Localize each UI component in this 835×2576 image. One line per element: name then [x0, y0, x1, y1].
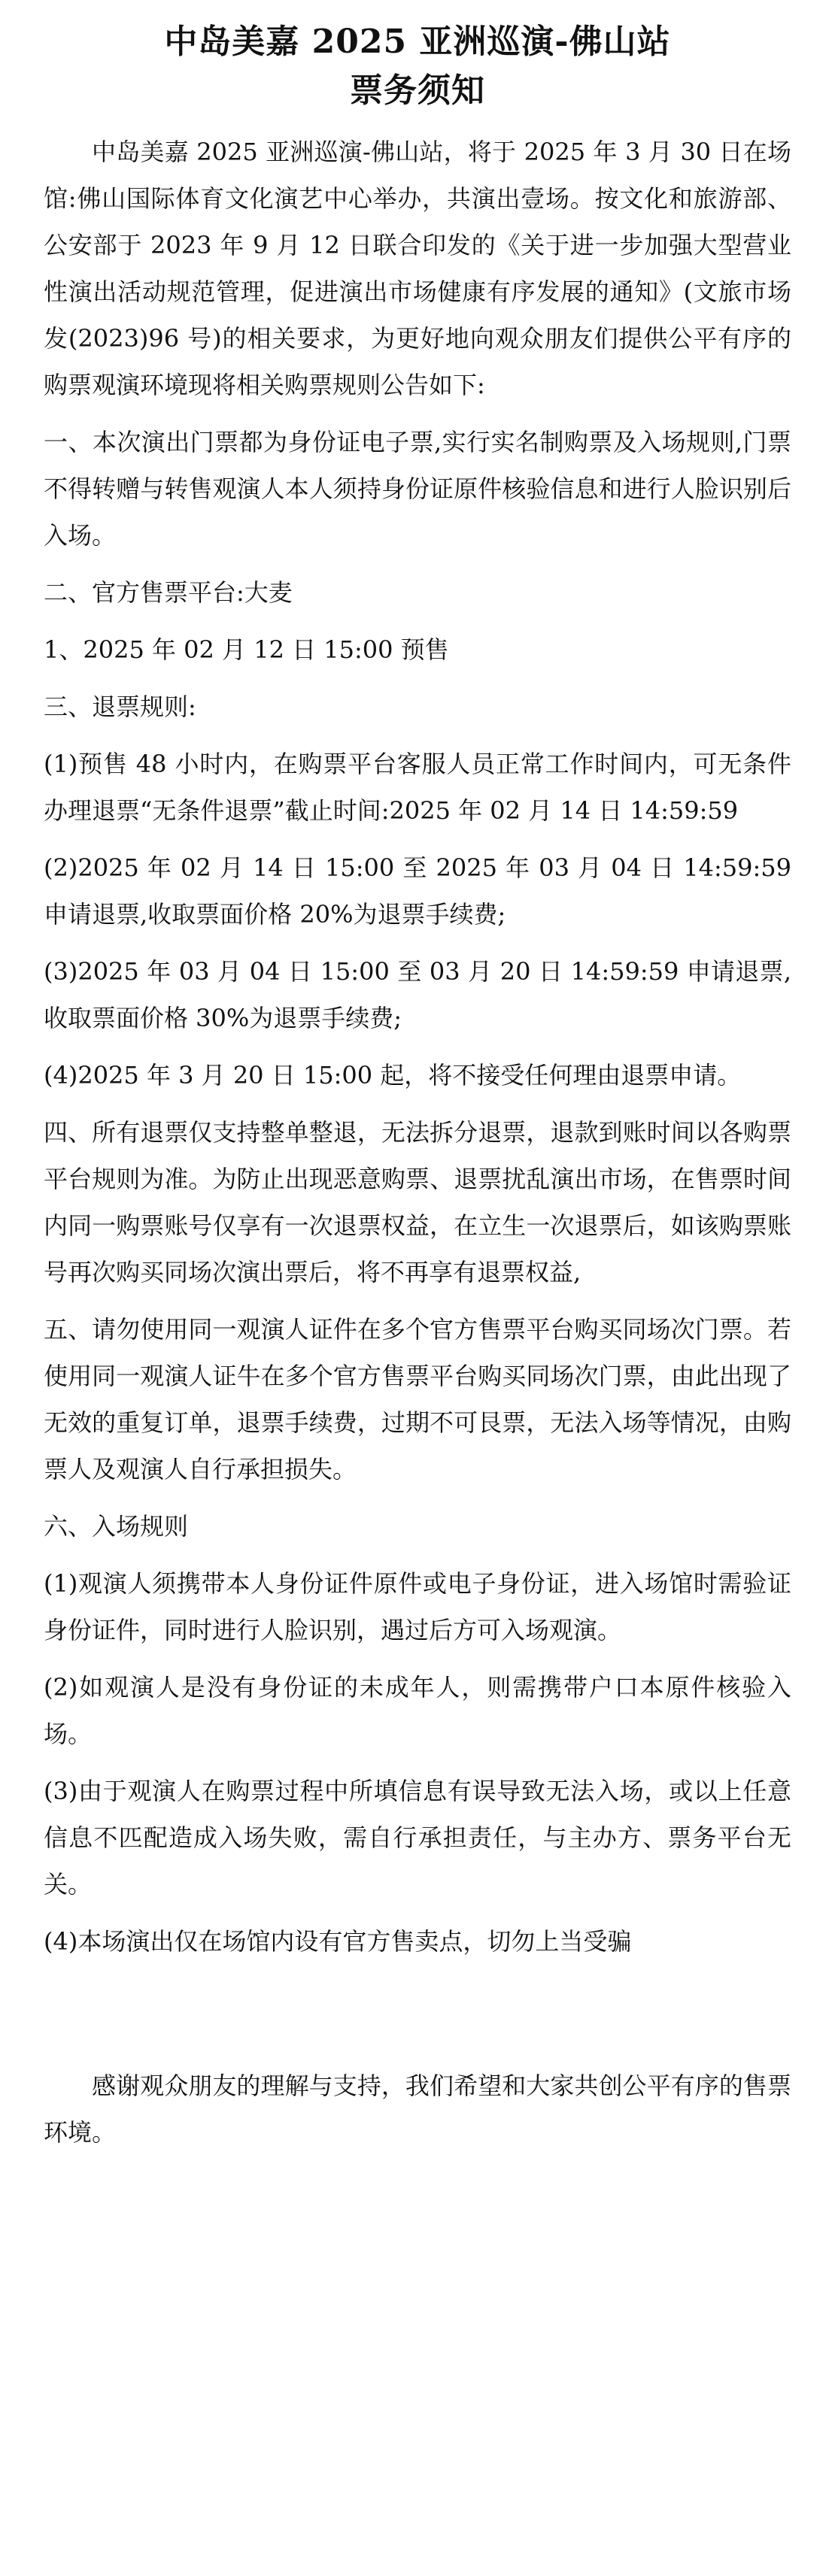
entry-rule-4: (4)本场演出仅在场馆内设有官方售卖点，切勿上当受骗 [44, 1926, 632, 1956]
closing-paragraph: 感谢观众朋友的理解与支持，我们希望和大家共创公平有序的售票环境。 [44, 2071, 791, 2147]
refund-rule-1: (1)预售 48 小时内，在购票平台客服人员正常工作时间内，可无条件办理退票“无条件退票”截止时间:2025 年 02 月 14 日 14:59:59 [44, 749, 791, 825]
section-1-real-name-tickets: 一、本次演出门票都为身份证电子票,实行实名制购票及入场规则,门票不得转赠与转售观演人本人须持身份证原件核验信息和进行人脸识别后入场。 [44, 427, 791, 550]
refund-rule-3: (3)2025 年 03 月 04 日 15:00 至 03 月 20 日 14:59:59 申请退票,收取票面价格 30%为退票手续费; [44, 956, 791, 1032]
entry-rule-1: (1)观演人须携带本人身份证件原件或电子身份证，进入场馆时需验证身份证件，同时进行人脸识别，遇过后方可入场观演。 [44, 1568, 791, 1644]
section-3-refund-rules-heading: 三、退票规则: [44, 692, 196, 721]
document-title: 中岛美嘉 2025 亚洲巡演-佛山站 [164, 23, 671, 61]
section-2-official-platform: 二、官方售票平台:大麦 [44, 577, 293, 607]
document-subtitle: 票务须知 [350, 71, 485, 111]
section-5-duplicate-purchase: 五、请勿使用同一观演人证件在多个官方售票平台购买同场次门票。若使用同一观演人证牛在多个官方售票平台购买同场次门票，由此出现了无效的重复订单，退票手续费，过期不可艮票，无法入场等情况，由购票人及观演人自行承担损失。 [44, 1314, 791, 1483]
refund-rule-4: (4)2025 年 3 月 20 日 15:00 起，将不接受任何理由退票申请。 [44, 1060, 742, 1089]
intro-paragraph: 中岛美嘉 2025 亚洲巡演-佛山站，将于 2025 年 3 月 30 日在场馆:佛山国际体育文化演艺中心举办，共演出壹场。按文化和旅游部、公安部于 2023 年 9 月 12 日联合印发的《关于进一步加强大型营业性演出活动规范管理，促进演出市场健康有序发展的通知》(文旅市场发(2023)96 号)的相关要求，为更好地向观众朋友们提供公平有序的购票观演环境现将相关购票规则公告如下: [44, 137, 791, 399]
section-4-refund-policy: 四、所有退票仅支持整单整退，无法拆分退票，退款到账时间以各购票平台规则为准。为防止出现恶意购票、退票扰乱演出市场，在售票时间内同一购票账号仅享有一次退票权益，在立生一次退票后，如该购票账号再次购买同场次演出票后，将不再享有退票权益, [44, 1117, 791, 1286]
refund-rule-2: (2)2025 年 02 月 14 日 15:00 至 2025 年 03 月 04 日 14:59:59 申请退票,收取票面价格 20%为退票手续费; [44, 853, 791, 929]
entry-rule-3: (3)由于观演人在购票过程中所填信息有误导致无法入场，或以上任意信息不匹配造成入场失败，需自行承担责任，与主办方、票务平台无关。 [44, 1776, 791, 1899]
section-2-presale-item: 1、2025 年 02 月 12 日 15:00 预售 [44, 635, 449, 664]
section-6-entry-rules-heading: 六、入场规则 [44, 1511, 189, 1541]
entry-rule-2: (2)如观演人是没有身份证的未成年人，则需携带户口本原件核验入场。 [44, 1672, 791, 1748]
